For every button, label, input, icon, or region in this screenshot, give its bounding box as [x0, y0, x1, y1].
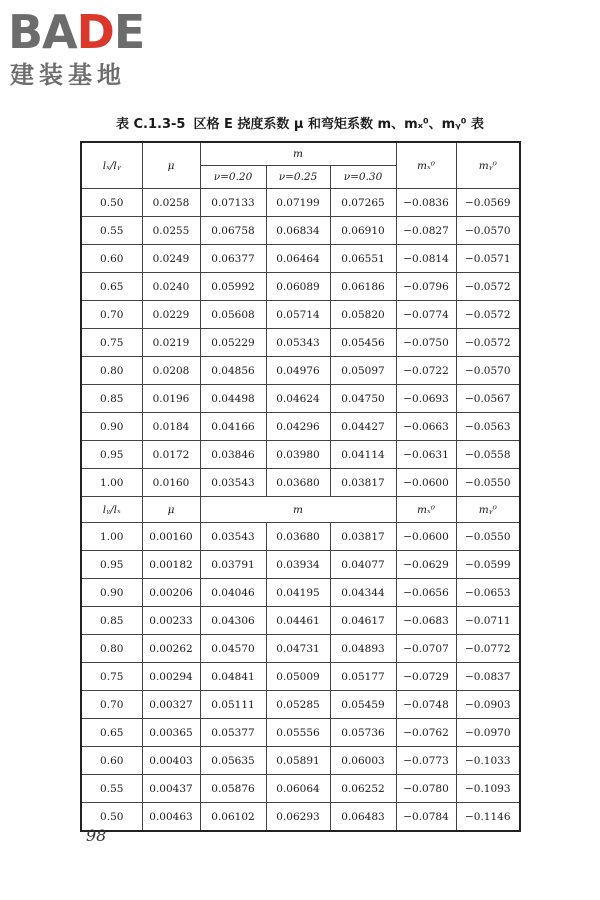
table-cell: −0.0773 — [396, 747, 456, 775]
table-cell: 0.05456 — [330, 329, 396, 357]
table-row — [81, 635, 520, 663]
page-number: 98 — [86, 826, 107, 845]
table-cell: 0.04046 — [200, 579, 266, 607]
table-cell: 0.00233 — [142, 607, 200, 635]
table-cell: 0.04296 — [266, 413, 330, 441]
table-cell: 0.04731 — [266, 635, 330, 663]
table-cell: 0.50 — [81, 189, 142, 217]
header-nu-030: ν=0.30 — [330, 166, 396, 189]
table-cell: 0.06834 — [266, 217, 330, 245]
table-cell: 0.06102 — [200, 803, 266, 832]
table-cell: 0.0172 — [142, 441, 200, 469]
table-cell: −0.0599 — [456, 551, 520, 579]
table-cell: 0.03817 — [330, 523, 396, 551]
bade-logo — [6, 6, 186, 90]
table-cell: 0.07199 — [266, 189, 330, 217]
table-cell: 1.00 — [81, 523, 142, 551]
table-cell: −0.0693 — [396, 385, 456, 413]
table-cell: −0.0653 — [456, 579, 520, 607]
table-cell: 0.00160 — [142, 523, 200, 551]
table-cell: −0.0663 — [396, 413, 456, 441]
table-cell: 0.06464 — [266, 245, 330, 273]
table-cell: 0.03791 — [200, 551, 266, 579]
table-cell: −0.0836 — [396, 189, 456, 217]
table-cell: −0.0772 — [456, 635, 520, 663]
table-cell: 0.60 — [81, 747, 142, 775]
header-my0: mᵧ⁰ — [456, 142, 520, 189]
table-row — [81, 469, 520, 497]
table-cell: −0.0563 — [456, 413, 520, 441]
table-cell: 0.05229 — [200, 329, 266, 357]
table-cell: 0.04617 — [330, 607, 396, 635]
table-cell: 0.04976 — [266, 357, 330, 385]
table-cell: −0.0629 — [396, 551, 456, 579]
table-row — [81, 551, 520, 579]
table-cell: −0.0707 — [396, 635, 456, 663]
table-cell: 0.04893 — [330, 635, 396, 663]
table-cell: −0.0600 — [396, 469, 456, 497]
table-row — [81, 301, 520, 329]
table-cell: −0.0970 — [456, 719, 520, 747]
table-cell: 0.05097 — [330, 357, 396, 385]
table-cell: −0.0729 — [396, 663, 456, 691]
table-cell: 0.00327 — [142, 691, 200, 719]
table-cell: 0.04195 — [266, 579, 330, 607]
table-cell: 0.04856 — [200, 357, 266, 385]
table-cell: 0.03980 — [266, 441, 330, 469]
table-cell: −0.0903 — [456, 691, 520, 719]
table-cell: −0.0600 — [396, 523, 456, 551]
table-cell: −0.1093 — [456, 775, 520, 803]
table-cell: 0.00365 — [142, 719, 200, 747]
table-cell: 0.07133 — [200, 189, 266, 217]
table-cell: 0.65 — [81, 719, 142, 747]
logo-subtitle: 建装基地 — [10, 61, 126, 89]
table-cell: 0.0240 — [142, 273, 200, 301]
table-cell: 0.04461 — [266, 607, 330, 635]
table-cell: 0.05891 — [266, 747, 330, 775]
table-cell: 0.04114 — [330, 441, 396, 469]
table-row — [81, 217, 520, 245]
table-cell: 0.00182 — [142, 551, 200, 579]
table-cell: 0.04841 — [200, 663, 266, 691]
table-cell: 0.05714 — [266, 301, 330, 329]
table-cell: −0.0814 — [396, 245, 456, 273]
table-cell: 0.07265 — [330, 189, 396, 217]
table-cell: −0.0550 — [456, 523, 520, 551]
table-cell: 0.70 — [81, 691, 142, 719]
table-cell: 0.0219 — [142, 329, 200, 357]
table-cell: −0.0827 — [396, 217, 456, 245]
table-cell: 0.0229 — [142, 301, 200, 329]
table-cell: 0.03680 — [266, 523, 330, 551]
table-cell: 0.04344 — [330, 579, 396, 607]
header2-m: m — [200, 497, 396, 523]
table-cell: 0.90 — [81, 579, 142, 607]
table-cell: 0.06064 — [266, 775, 330, 803]
table-row — [81, 273, 520, 301]
table-cell: 0.0258 — [142, 189, 200, 217]
table-cell: 0.04077 — [330, 551, 396, 579]
table-cell: 0.0184 — [142, 413, 200, 441]
table-row — [81, 803, 520, 832]
table-cell: 0.0208 — [142, 357, 200, 385]
table-cell: −0.0784 — [396, 803, 456, 832]
table-cell: 0.95 — [81, 441, 142, 469]
header-ratio: lₓ/lᵧ — [81, 142, 142, 189]
table-cell: −0.0631 — [396, 441, 456, 469]
table-cell: −0.0572 — [456, 301, 520, 329]
table-cell: 0.05820 — [330, 301, 396, 329]
table-cell: −0.0550 — [456, 469, 520, 497]
table-cell: −0.0762 — [396, 719, 456, 747]
table-cell: −0.0570 — [456, 217, 520, 245]
table-row — [81, 385, 520, 413]
table-cell: 0.00463 — [142, 803, 200, 832]
table-row — [81, 189, 520, 217]
table-cell: 0.05343 — [266, 329, 330, 357]
table-cell: 0.06293 — [266, 803, 330, 832]
header-row-1 — [81, 142, 520, 166]
table-cell: −0.0711 — [456, 607, 520, 635]
table-cell: −0.0570 — [456, 357, 520, 385]
table-row — [81, 245, 520, 273]
table-cell: 0.85 — [81, 607, 142, 635]
table-cell: 0.70 — [81, 301, 142, 329]
table-cell: 0.65 — [81, 273, 142, 301]
table-row — [81, 579, 520, 607]
table-row — [81, 747, 520, 775]
table-cell: 0.06910 — [330, 217, 396, 245]
table-cell: 0.05459 — [330, 691, 396, 719]
table-cell: 0.03543 — [200, 469, 266, 497]
table-row — [81, 413, 520, 441]
header2-ratio: lᵧ/lₓ — [81, 497, 142, 523]
table-cell: 0.0196 — [142, 385, 200, 413]
table-cell: 1.00 — [81, 469, 142, 497]
table-cell: 0.06003 — [330, 747, 396, 775]
table-cell: 0.80 — [81, 357, 142, 385]
table-cell: 0.04570 — [200, 635, 266, 663]
header-row-3 — [81, 497, 520, 523]
table-row — [81, 441, 520, 469]
table-cell: 0.03934 — [266, 551, 330, 579]
table-cell: 0.00206 — [142, 579, 200, 607]
table-cell: 0.06551 — [330, 245, 396, 273]
header-nu-020: ν=0.20 — [200, 166, 266, 189]
table-cell: −0.0750 — [396, 329, 456, 357]
table-cell: −0.0572 — [456, 273, 520, 301]
table-cell: −0.0569 — [456, 189, 520, 217]
header2-mx0: mₓ⁰ — [396, 497, 456, 523]
table-cell: 0.06252 — [330, 775, 396, 803]
table-cell: 0.05608 — [200, 301, 266, 329]
header-nu-025: ν=0.25 — [266, 166, 330, 189]
header-mu: μ — [142, 142, 200, 189]
table-cell: 0.03680 — [266, 469, 330, 497]
logo-wordmark: BADE — [8, 5, 145, 59]
table-cell: 0.06483 — [330, 803, 396, 832]
table-cell: 0.05111 — [200, 691, 266, 719]
table-cell: −0.0774 — [396, 301, 456, 329]
table-cell: 0.05635 — [200, 747, 266, 775]
table-cell: −0.0796 — [396, 273, 456, 301]
table-caption — [0, 116, 600, 134]
header-m: m — [200, 142, 396, 166]
table-row — [81, 691, 520, 719]
table-cell: −0.0567 — [456, 385, 520, 413]
table-cell: 0.05177 — [330, 663, 396, 691]
table-cell: 0.04427 — [330, 413, 396, 441]
table-cell: 0.90 — [81, 413, 142, 441]
table-cell: −0.0748 — [396, 691, 456, 719]
table-cell: 0.06186 — [330, 273, 396, 301]
table-cell: 0.00294 — [142, 663, 200, 691]
table-number: 表 C.1.3-5 — [115, 117, 186, 132]
table-row — [81, 523, 520, 551]
coefficient-table — [80, 141, 521, 832]
header-mx0: mₓ⁰ — [396, 142, 456, 189]
table-cell: 0.75 — [81, 329, 142, 357]
table-cell: 0.06758 — [200, 217, 266, 245]
table-cell: 0.85 — [81, 385, 142, 413]
table-cell: −0.0656 — [396, 579, 456, 607]
table-cell: 0.0160 — [142, 469, 200, 497]
table-cell: 0.04624 — [266, 385, 330, 413]
table-cell: −0.1146 — [456, 803, 520, 832]
table-cell: 0.0255 — [142, 217, 200, 245]
table-cell: 0.0249 — [142, 245, 200, 273]
table-cell: −0.0571 — [456, 245, 520, 273]
table-cell: 0.05009 — [266, 663, 330, 691]
table-cell: 0.03817 — [330, 469, 396, 497]
table-cell: −0.0683 — [396, 607, 456, 635]
table-cell: 0.04306 — [200, 607, 266, 635]
table-cell: −0.0572 — [456, 329, 520, 357]
table-cell: 0.75 — [81, 663, 142, 691]
table-cell: 0.05285 — [266, 691, 330, 719]
table-row — [81, 329, 520, 357]
table-cell: 0.04166 — [200, 413, 266, 441]
table-cell: −0.1033 — [456, 747, 520, 775]
table-row — [81, 357, 520, 385]
table-cell: 0.03846 — [200, 441, 266, 469]
table-row — [81, 663, 520, 691]
table-cell: 0.00437 — [142, 775, 200, 803]
table-cell: 0.55 — [81, 775, 142, 803]
table-cell: −0.0837 — [456, 663, 520, 691]
table-cell: 0.95 — [81, 551, 142, 579]
table-cell: 0.05377 — [200, 719, 266, 747]
table-cell: 0.00262 — [142, 635, 200, 663]
table-cell: −0.0780 — [396, 775, 456, 803]
table-cell: 0.06377 — [200, 245, 266, 273]
table-row — [81, 775, 520, 803]
header2-my0: mᵧ⁰ — [456, 497, 520, 523]
header2-mu: μ — [142, 497, 200, 523]
table-cell: 0.05876 — [200, 775, 266, 803]
table-cell: −0.0558 — [456, 441, 520, 469]
table-cell: 0.80 — [81, 635, 142, 663]
table-cell: 0.05992 — [200, 273, 266, 301]
table-cell: 0.05736 — [330, 719, 396, 747]
table-cell: 0.04498 — [200, 385, 266, 413]
table-cell: 0.04750 — [330, 385, 396, 413]
table-cell: 0.05556 — [266, 719, 330, 747]
table-cell: 0.55 — [81, 217, 142, 245]
table-row — [81, 607, 520, 635]
table-cell: 0.06089 — [266, 273, 330, 301]
table-cell: 0.00403 — [142, 747, 200, 775]
table-cell: 0.50 — [81, 803, 142, 832]
table-cell: 0.60 — [81, 245, 142, 273]
table-cell: 0.03543 — [200, 523, 266, 551]
table-cell: −0.0722 — [396, 357, 456, 385]
table-row — [81, 719, 520, 747]
table-title: 区格 E 挠度系数 μ 和弯矩系数 m、mₓ⁰、mᵧ⁰ 表 — [193, 117, 485, 132]
